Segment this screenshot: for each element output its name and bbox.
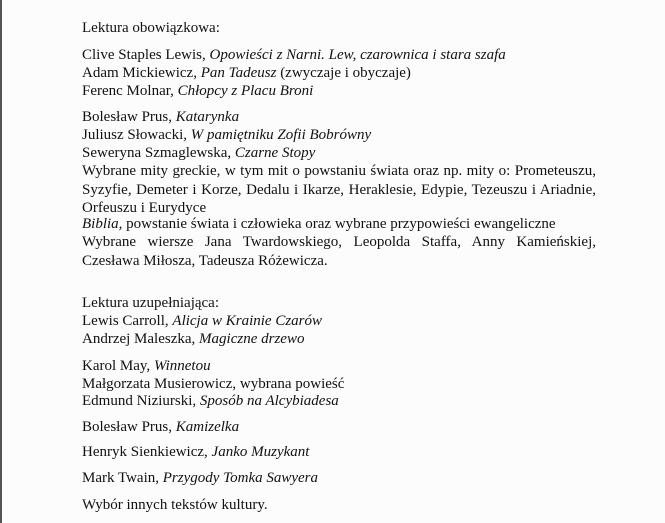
list-item: Ferenc Molnar, Chłopcy z Placu Broni [82,83,314,99]
section-heading: Lektura uzupełniająca: [82,295,220,311]
section-heading: Lektura obowiązkowa: [82,20,220,36]
bible-item: Biblia, powstanie świata i człowieka oraz wybrane przypowieści ewangeliczne [82,216,556,232]
page-left-edge [0,0,2,523]
list-item: Henryk Sienkiewicz, Janko Muzykant [82,444,310,460]
list-item: Mark Twain, Przygody Tomka Sawyera [82,470,319,486]
list-item: Andrzej Maleszka, Magiczne drzewo [82,331,305,347]
list-item: Clive Staples Lewis, Opowieści z Narni. Lew, czarownica i stara szafa [82,47,506,63]
list-item: Adam Mickiewicz, Pan Tadeusz (zwyczaje i obyczaje) [82,65,411,81]
list-item: Karol May, Winnetou [82,358,211,374]
list-item: Lewis Carroll, Alicja w Krainie Czarów [82,313,323,329]
list-item: Bolesław Prus, Kamizelka [82,419,240,435]
poems-paragraph: Wybrane wiersze Jana Twardowskiego, Leopolda Staffa, Anny Kamieńskiej, Czesława Miłosza, Tadeusza Różewicza. [82,234,596,269]
list-item: Bolesław Prus, Katarynka [82,109,240,125]
list-item: Juliusz Słowacki, W pamiętniku Zofii Bobrówny [82,127,372,143]
closing-line: Wybór innych tekstów kultury. [82,497,268,513]
list-item: Małgorzata Musierowicz, wybrana powieść [82,376,345,392]
myths-paragraph: Wybrane mity greckie, w tym mit o powstaniu świata oraz np. mity o: Prometeuszu, Syzyfie, Demeter i Korze, Dedalu i Ikarze, Heraklesie, Edypie, Tezeuszu i Ariadnie, Orfeuszu i Eurydyce [82,163,596,216]
list-item: Seweryna Szmaglewska, Czarne Stopy [82,145,316,161]
list-item: Edmund Niziurski, Sposób na Alcybiadesa [82,393,339,409]
